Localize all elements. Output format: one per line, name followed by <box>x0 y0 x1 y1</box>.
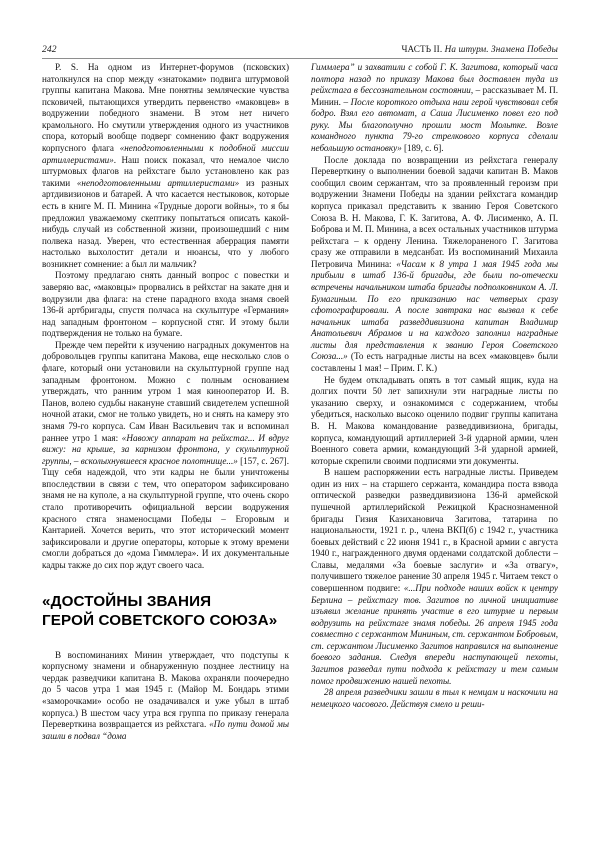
paragraph <box>42 340 289 572</box>
quoted-italic-run: 28 апреля разведчики зашли в тыл к немцам и наскочили на немецкого часового. Действуя смело и реши- <box>311 687 558 709</box>
paragraph <box>311 62 558 155</box>
running-head-title <box>401 44 558 54</box>
right-column <box>311 62 558 832</box>
left-column <box>42 62 289 832</box>
text-columns <box>42 62 558 832</box>
running-head-part: ЧАСТЬ II. <box>401 44 443 54</box>
paragraph <box>311 687 558 710</box>
paragraph <box>311 467 558 687</box>
quoted-italic-run: «По пути домой мы зашли в подвал “дома <box>42 719 289 741</box>
text-run: Поэтому предлагаю снять данный вопрос с повестки и заверяю вас, «маковцы» прорвались в рейхстаг на закате дня и водрузили два флага: на стене парадного входа знамя своей 136-й артбригады, спустя полчаса на скульптуре «Германия» над западным фронтоном – корпусной стяг. И этому были подтверждения не только на бумаге. <box>42 270 289 339</box>
quoted-italic-run: «Часам к 8 утра 1 мая 1945 года мы прибыли в штаб 136-й бригады, где были по-отечески встречены начальником штаба бригады подполковником А. Л. Бумагиным. По его приказанию нас четверых сразу сфотографировали. А после завтрака нас вызвал к себе начальник штаба разведдивизиона капитан Владимир Анатольевич Абрамов и на каждого заполнил наградные листы для представления к званию Героя Советского Союза...» <box>311 258 559 362</box>
text-run: В нашем распоряжении есть наградные листы. Приведем один из них – на старшего сержанта, командира поста взвода оптической разведки разведдивизиона 136-й армейской пушечной артиллерийской Режицкой Краснознаменной бригады Гизия Казихановича Загитова, татарина по национальности, 1921 г. р., члена ВКП(б) с 1942 г., участника боевых действий с 22 июня 1941 г., в Красной армии с августа 1940 г., награжденного двумя орденами солдатской доблести – Славы, медалями «За боевые заслуги» и «За отвагу», получившего тяжелое ранение 30 апреля 1945 г. Читаем текст о совершенном подвиге: <box>311 467 558 594</box>
paragraph <box>311 375 558 468</box>
paragraph <box>42 62 289 270</box>
page-number: 242 <box>42 44 57 55</box>
text-run: [157, с. 267]. Тщу себя надеждой, что эти кадры не были уничтожены впоследствии в связи с тем, что оператором зафиксировано знамя не на куполе, а на скульптурной группе, что очень скоро стало противоречить официальной версии водружения красного стяга знаменосцами Победы – Егоровым и Кантарией. Хочется верить, что этот исторический момент зафиксировали и другие операторы, которые к этому времени смогли добраться до «дома Гиммлера». И их документальные кадры также до сих пор ждут своего часа. <box>42 455 290 570</box>
section-heading-line-2: ГЕРОЙ СОВЕТСКОГО СОЮЗА» <box>42 612 278 630</box>
text-run: (То есть наградные листы на всех «маковцев» были составлены 1 мая! – Прим. Г. К.) <box>311 351 558 374</box>
text-run: , – рассказывает М. П. Минин. – <box>311 85 559 107</box>
running-head <box>42 44 558 59</box>
section-heading-block <box>42 593 289 630</box>
text-run: Прежде чем перейти к изучению наградных документов на добровольцев группы капитана Макова, еще несколько слов о флаге, который они установили на скульптурной группе над западным фронтоном. Можно с полным основанием утверждать, что ранним утром 1 мая кинооператор И. В. Панов, волею судьбы накануне ставший свидетелем успешной ночной атаки, смог не только увидеть, но и снять на камеру это знамя 79-го корпуса. Сам Иван Васильевич так и вспоминал раннее утро 1 мая: <box>42 339 289 443</box>
text-run: из разных артдивизионов и батарей. А что касается нестыковок, которые есть в книге М. П. Минина «Трудные дороги войны», то я бы предложил уважаемому скептику попытаться описать какой-нибудь случай из собственной жизни, произошедший с ним полвека назад. Уверен, что естественная аберрация памяти настолько выхолостит детали и нюансы, что у любого возникнет сомнение: а был ли мальчик? <box>42 177 289 269</box>
text-run: . Наш поиск показал, что немалое число штурмовых флагов на рейхстаге было установлено как раз такими <box>42 154 289 188</box>
quoted-italic-run: «неподготовленными артиллеристами» <box>76 177 240 188</box>
text-run: После доклада по возвращении из рейхстага генералу Переверткину о выполнении боевой задачи капитан В. Маков сообщил своим сержантам, что за проявленный героизм при водружении Знамени Победы на здании рейхстага командир корпуса приказал представить к званию Героя Советского Союза В. Н. Макова, Г. К. Загитова, А. Ф. Лисименко, А. П. Боброва и М. П. Минина, а всех остальных участников штурма рейхстага – к ордену Ленина. Тяжелораненого Г. Загитова сразу же отправили в медсанбат. Из воспоминаний Михаила Петровича Минина: <box>311 154 558 269</box>
text-run: P. S. На одном из Интернет-форумов (псковских) натолкнулся на спор между «знатоками» подвига штурмовой группы капитана Макова. Мне понятны земляческие чувства псковичей, пытающихся утвердить первенство «маковцев» в водружении победного знамени. В этом нет ничего крамольного. Но смутили утверждения одного из участников спора, который вообще подверг сомнению факт водружения корпусного флага <box>42 62 289 154</box>
running-head-subtitle: На штурм. Знамена Победы <box>444 44 558 54</box>
quoted-italic-run: Гиммлера” и захватили с собой Г. К. Загитова, который часа полтора назад по приказу Макова был доставлен туда из рейхстага в бессознательном состоянии <box>311 62 558 96</box>
quoted-italic-run: «Навожу аппарат на рейхстаг... И вдруг вижу: на крыше, за карнизом фронтона, у скульптурной группы, – всколыхнувшееся красное полотнище...» <box>42 432 289 466</box>
paragraph <box>42 270 289 339</box>
text-run: В воспоминаниях Минин утверждает, что подступы к корпусному знамени и обнаруженную позднее лестницу на чердак разведчики капитана В. Макова охраняли поочередно до 5 часов утра 1 мая 1945 г. (Майор М. Бондарь этими «заморочками» особо не озадачивался и уже убыл в штаб корпуса.) В шестом часу утра вся группа по приказу генерала Переверткина возвращается из рейхстага. <box>42 649 289 730</box>
paragraph <box>311 155 558 375</box>
quoted-italic-run: После короткого отдыха наш герой чувствовал себя бодро. Взял его автомат, а Саша Лисименко повел его под руку. Мы благополучно прошли мост Мольтке. Возле командного пункта 79-го стрелкового корпуса сделали небольшую остановку» <box>311 96 558 154</box>
quoted-italic-run: «неподготовленными к подобной миссии артиллеристами» <box>42 143 289 165</box>
section-heading-line-1: «ДОСТОЙНЫ ЗВАНИЯ <box>42 593 212 611</box>
paragraph <box>42 650 289 743</box>
quoted-italic-run: «...При подходе наших войск к центру Берлина – рейхстагу тов. Загитов по личной инициативе изъявил желание принять участие в его штурме и первым водрузить на рейхстаге знамя победы. 26 апреля 1945 года совместно с сержантом Мининым, ст. сержантом Бобровым, ст. сержантом Лисименко Загитов направился на выполнение боевого задания. Следуя впереди наступающей пехоты, Загитов разведал пути подхода к рейхстагу и тем самым помог продвижению нашей пехоты. <box>311 583 558 686</box>
text-run: Не будем откладывать опять в тот самый ящик, куда на долгих почти 50 лет запихнули эти наградные листы по указанию сверху, и ознакомимся с содержанием, чтобы убедиться, насколько высоко оценило подвиг группы капитана В. Н. Макова командование разведдивизиона, бригады, корпуса, командующий артиллерией 3-й ударной армии, член Военного совета армии, командующий 3-й ударной армией, которые скрепили своими подписями эти документы. <box>311 374 558 466</box>
text-run: [189, с. 6]. <box>401 143 444 154</box>
